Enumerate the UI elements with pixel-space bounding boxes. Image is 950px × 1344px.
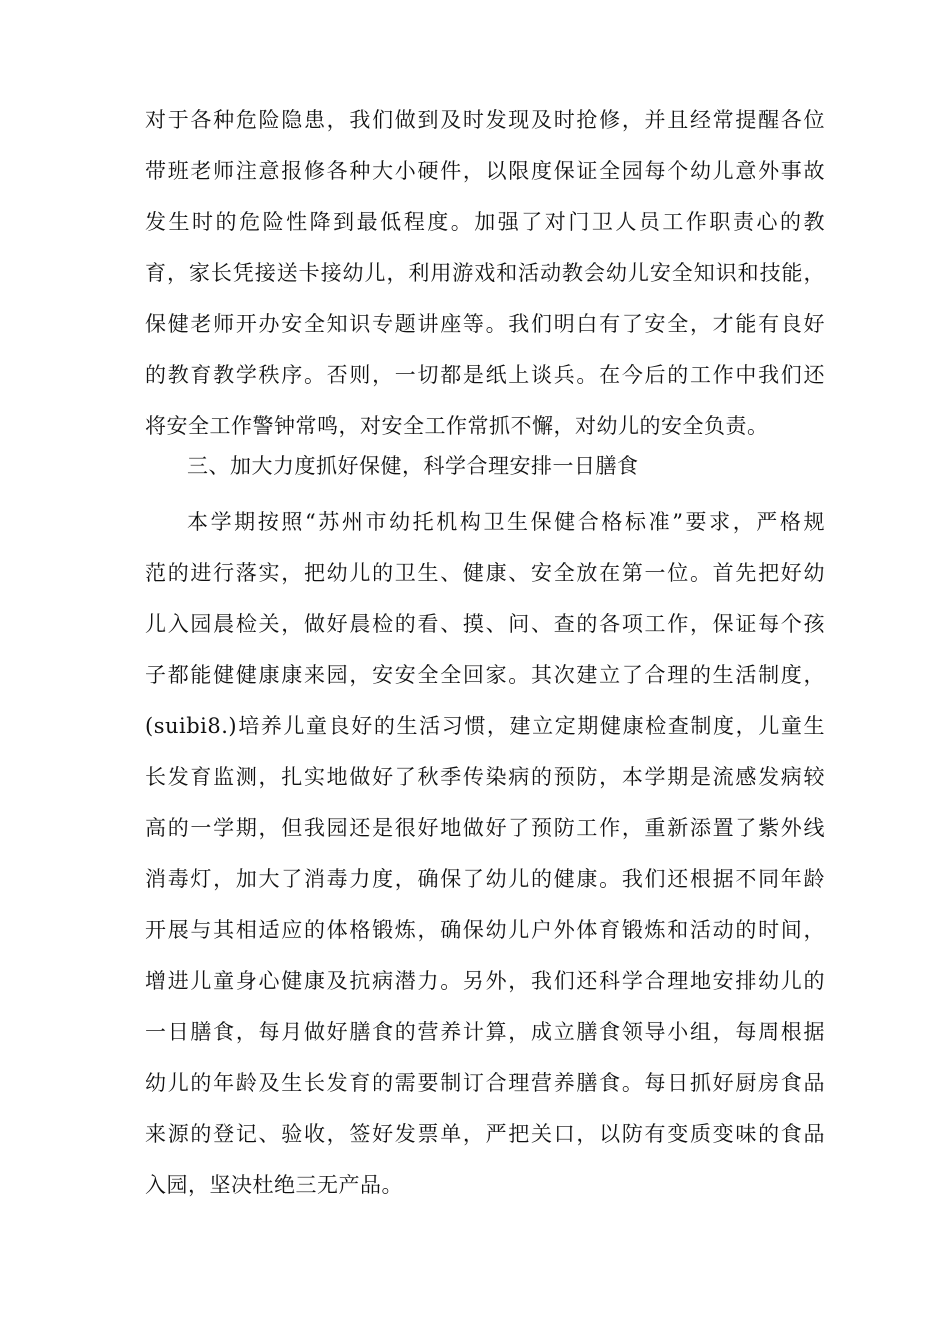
text-line: 高的一学期，但我园还是很好地做好了预防工作，重新添置了紫外线 (145, 816, 825, 840)
text-line: 带班老师注意报修各种大小硬件，以限度保证全园每个幼儿意外事故 (145, 159, 825, 183)
text-line: 儿入园晨检关，做好晨检的看、摸、问、查的各项工作，保证每个孩 (145, 612, 825, 636)
paragraph-health (145, 507, 825, 1200)
text-line: 幼儿的年龄及生长发育的需要制订合理营养膳食。每日抓好厨房食品 (145, 1071, 825, 1095)
text-line: 发生时的危险性降到最低程度。加强了对门卫人员工作职责心的教 (145, 210, 825, 234)
section-heading-3 (145, 451, 825, 481)
text-line: 范的进行落实，把幼儿的卫生、健康、安全放在第一位。首先把好幼 (145, 561, 825, 585)
text-line: 一日膳食，每月做好膳食的营养计算，成立膳食领导小组，每周根据 (145, 1020, 825, 1044)
text-line: 育，家长凭接送卡接幼儿，利用游戏和活动教会幼儿安全知识和技能， (145, 261, 825, 285)
text-line: 入园，坚决杜绝三无产品。 (145, 1173, 403, 1197)
text-line: 本学期按照“苏州市幼托机构卫生保健合格标准”要求，严格规 (187, 510, 825, 534)
text-line: 增进儿童身心健康及抗病潜力。另外，我们还科学合理地安排幼儿的 (145, 969, 825, 993)
text-line: 将安全工作警钟常鸣，对安全工作常抓不懈，对幼儿的安全负责。 (145, 414, 769, 438)
text-line: 消毒灯，加大了消毒力度，确保了幼儿的健康。我们还根据不同年龄 (145, 867, 825, 891)
paragraph-safety (145, 105, 825, 441)
text-line: 长发育监测，扎实地做好了秋季传染病的预防，本学期是流感发病较 (145, 765, 825, 789)
text-line: 子都能健健康康来园，安安全全回家。其次建立了合理的生活制度， (145, 663, 825, 687)
text-line: 对于各种危险隐患，我们做到及时发现及时抢修，并且经常提醒各位 (145, 108, 825, 132)
heading-text: 三、加大力度抓好保健，科学合理安排一日膳食 (187, 454, 639, 478)
text-line: 来源的登记、验收，签好发票单，严把关口，以防有变质变味的食品 (145, 1122, 825, 1146)
text-line: 保健老师开办安全知识专题讲座等。我们明白有了安全，才能有良好 (145, 312, 825, 336)
text-line: (suibi8.)培养儿童良好的生活习惯，建立定期健康检查制度，儿童生 (145, 714, 825, 738)
text-line: 开展与其相适应的体格锻炼，确保幼儿户外体育锻炼和活动的时间， (145, 918, 825, 942)
text-line: 的教育教学秩序。否则，一切都是纸上谈兵。在今后的工作中我们还 (145, 363, 825, 387)
